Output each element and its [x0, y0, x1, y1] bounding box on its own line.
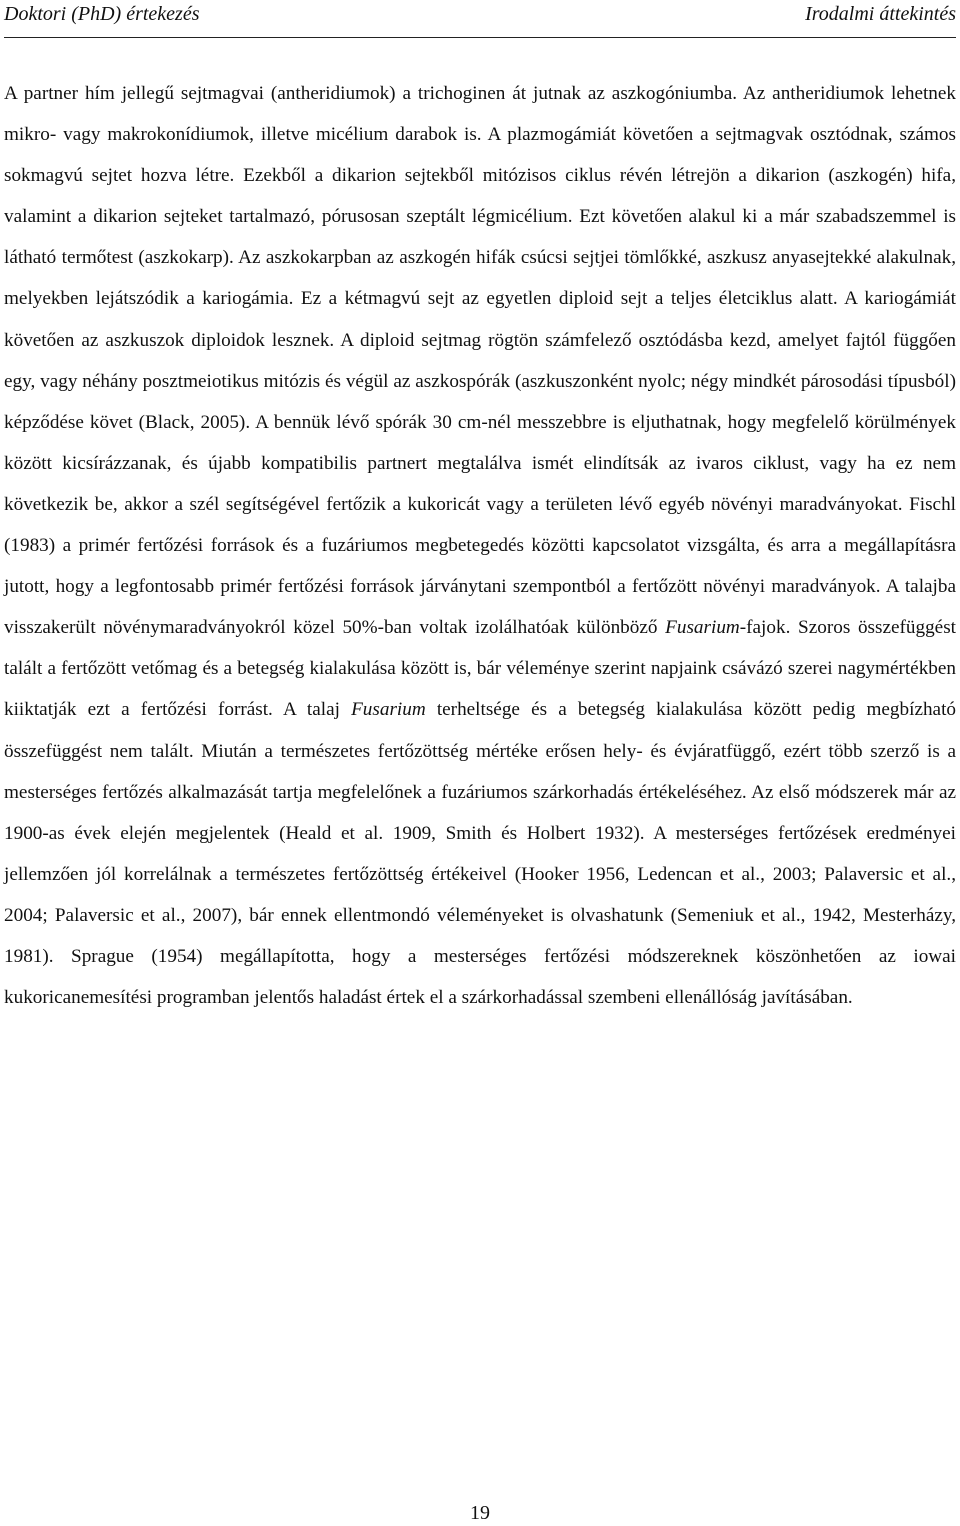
italic-genus-name: Fusarium: [351, 699, 426, 721]
body-paragraph: [4, 73, 956, 1018]
paragraph-text-part-1: A partner hím jellegű sejtmagvai (antheridiumok) a trichoginen át jutnak az aszkogóniumba. Az antheridiumok lehetnek mikro- vagy makrokonídiumok, illetve micélium darabok is. A plazmogámiát követően a sejtmagvak osztódnak, számos sokmagvú sejtet hozva létre. Ezekből a dikarion sejtekből mitózisos ciklus révén létrejön a dikarion (aszkogén) hifa, valamint a dikarion sejteket tartalmazó, pórusosan szeptált légmicélium. Ezt követően alakul ki a már szabadszemmel is látható termőtest (aszkokarp). Az aszkokarpban az aszkogén hifák csúcsi sejtjei tömlőkké, aszkusz anyasejtekké alakulnak, melyekben lejátszódik a kariogámia. Ez a kétmagvú sejt az egyetlen diploid sejt a teljes életciklus alatt. A kariogámiát követően az aszkuszok diploidok lesznek. A diploid sejtmag rögtön számfelező osztódásba kezd, amelyet fajtól függően egy, vagy néhány posztmeiotikus mitózis és végül az aszkospórák (aszkuszonként nyolc; négy mindkét párosodási típusból) képződése követ (Black, 2005). A bennük lévő spórák 30 cm-nél messzebbre is eljuthatnak, hogy megfelelő körülmények között kicsírázzanak, és újabb kompatibilis partnert megtalálva ismét elindítsák az ivaros ciklust, vagy ha ez nem következik be, akkor a szél segítségével fertőzik a kukoricát vagy a területen lévő egyéb növényi maradványokat. Fischl (1983) a primér fertőzési források és a fuzáriumos megbetegedés közötti kapcsolatot vizsgálta, és arra a megállapításra jutott, hogy a legfontosabb primér fertőzési források járványtani szempontból a fertőzött növényi maradványok. A talajba visszakerült növénymaradványokról közel 50%-ban voltak izolálhatóak különböző: [4, 83, 956, 639]
paragraph-text-part-3: terheltsége és a betegség kialakulása között pedig megbízható összefüggést nem talált. Miután a természetes fertőzöttség mértéke erősen hely- és évjáratfüggő, ezért több szerző is a mesterséges fertőzés alkalmazását tartja megfelelőnek a fuzáriumos szárkorhadás értékeléséhez. Az első módszerek már az 1900-as évek elején megjelentek (Heald et al. 1909, Smith és Holbert 1932). A mesterséges fertőzések eredményei jellemzően jól korrelálnak a természetes fertőzöttség értékeivel (Hooker 1956, Ledencan et al., 2003; Palaversic et al., 2004; Palaversic et al., 2007), bár ennek ellentmondó véleményeket is olvashatunk (Semeniuk et al., 1942, Mesterházy, 1981). Sprague (1954) megállapította, hogy a mesterséges fertőzési módszereknek köszönhetően az iowai kukoricanemesítési programban jelentős haladást értek el a szárkorhadással szembeni ellenállóság javításában.: [4, 699, 956, 1009]
paragraph-text-part-2: -fajok. Szoros összefüggést talált a fertőzött vetőmag és a betegség kialakulása között is, bár véleménye szerint napjaink csávázó szerei nagymértékben kiiktatják ezt a fertőzési forrást. A talaj: [4, 617, 957, 721]
header-chapter-title: Irodalmi áttekintés: [805, 3, 956, 25]
page-header: [4, 0, 956, 38]
page-number: 19: [470, 1502, 490, 1524]
italic-genus-name: Fusarium: [665, 617, 740, 639]
header-document-type: Doktori (PhD) értekezés: [4, 3, 200, 25]
